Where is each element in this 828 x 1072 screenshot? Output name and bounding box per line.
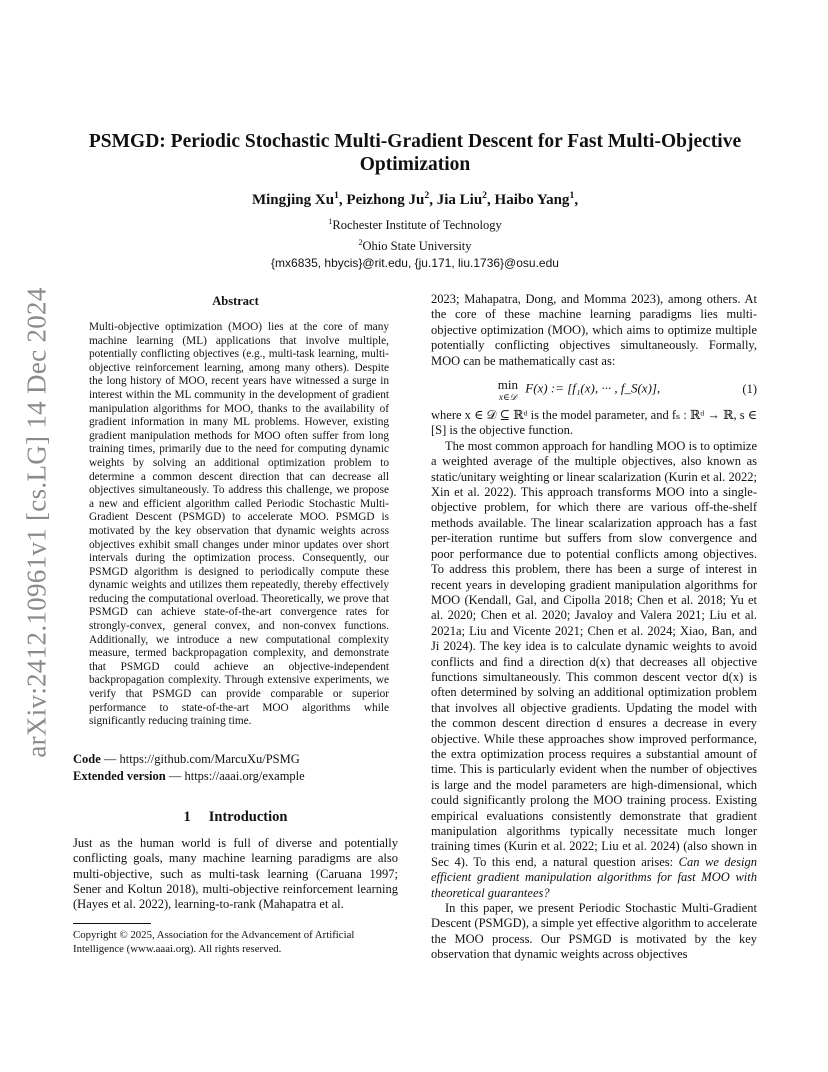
abstract-heading: Abstract xyxy=(212,294,259,308)
equation-1 xyxy=(431,377,757,402)
arxiv-sidebar xyxy=(20,285,54,760)
author-list xyxy=(80,190,750,209)
author: Jia Liu$^2$, xyxy=(436,190,495,208)
section-heading-introduction xyxy=(73,809,398,826)
equation-number: (1) xyxy=(742,382,757,397)
affiliations xyxy=(80,213,750,272)
author: Haibo Yang$^1$, xyxy=(494,190,579,208)
affiliation: $^2$Ohio State University xyxy=(358,238,472,254)
links-block xyxy=(73,751,398,785)
body-paragraph: The most common approach for handling MOO is to optimize a weighted average of the multiple objectives, also known as static/unitary weighting or linear scalarization (Kurin et al. 2022; Xin et al. 2022). This approach transforms MOO into a single-objective problem, for which there are various off-the-shelf methods available. The linear scalarization approach has a fast per-iteration runtime but suffers from slow convergence and poor performance due to potential conflicts among objectives. To address this problem, there has been a surge of interest in recent years in developing gradient manipulation algorithms for MOO (Kendall, Gal, and Cipolla 2018; Chen et al. 2018; Yu et al. 2020; Chen et al. 2020; Javaloy and Valera 2021; Liu et al. 2021a; Liu and Vicente 2021; Chen et al. 2024; Xiao, Ban, and Ji 2024). The key idea is to calculate dynamic weights to avoid conflicts and find a direction d(x) that decreases all objective functions simultaneously. This common descent vector d(x) is often determined by solving an additional optimization problem that involves all objective gradients. Updating the model with the common descent direction d ensures a decrease in every objective. While these approaches show improved performance, the extra optimization process requires a substantial amount of time. This is particularly evident when the number of objectives is large and the model parameters are high-dimensional, which could significantly prolong the MOO training process. Existing empirical evaluations consistently demonstrate that gradient manipulation algorithms typically necessitate much longer training times (Kurin et al. 2022; Liu et al. 2024) (also shown in Sec 4). To this end, a natural question arises: Can we design efficient gradient manipulation algorithms for fast MOO with theoretical guarantees? xyxy=(431,438,757,900)
paper-title: PSMGD: Periodic Stochastic Multi-Gradient Descent for Fast Multi-Objective Optimization xyxy=(88,131,742,175)
left-column xyxy=(73,294,398,956)
extended-version-row: Extended version — https://aaai.org/example xyxy=(73,768,305,783)
footnote-divider xyxy=(73,923,151,924)
abstract-text: Multi-objective optimization (MOO) lies at the core of many machine learning (ML) applications that involve multiple, potentially conflicting objectives (e.g., multi-task learning, multi-objective reinforcement learning, among many others). Despite the long history of MOO, recent years have witnessed a surge in interest within the ML community in the development of gradient manipulation algorithms for MOO, thanks to the availability of gradient information in many ML problems. However, existing gradient manipulation methods for MOO often suffer from long training times, primarily due to the need for computing dynamic weights by solving an additional optimization problem to determine a common descent direction that can decrease all objectives simultaneously. To address this challenge, we propose a new and efficient algorithm called Periodic Stochastic Multi-Gradient Descent (PSMGD) to accelerate MOO. PSMGD is motivated by the key observation that dynamic weights across objectives exhibit small changes under minor updates over short intervals during the optimization process. Consequently, our PSMGD algorithm is designed to periodically compute these dynamic weights and utilizes them repeatedly, thereby effectively reducing the computational overload. Theoretically, we prove that PSMGD can achieve state-of-the-art convergence rates for strongly-convex, general convex, and non-convex functions. Additionally, we introduce a new computational complexity measure, termed backpropagation complexity, and demonstrate that PSMGD could achieve an objective-independent backpropagation complexity. Through extensive experiments, we verify that PSMGD can provide comparable or superior performance to state-of-the-art MOO algorithms while significantly reducing training time. xyxy=(89,321,389,728)
copyright-footnote: Copyright © 2025, Association for the Advancement of Artificial Intelligence (www.aaai.org). All rights reserved. xyxy=(73,928,355,955)
affiliation: $^1$Rochester Institute of Technology xyxy=(328,217,502,233)
author: Mingjing Xu$^1$, xyxy=(251,190,347,208)
right-column xyxy=(431,292,757,963)
code-label: Code xyxy=(73,751,101,766)
extended-version-label: Extended version xyxy=(73,768,166,783)
body-paragraph: where x ∈ 𝒟 ⊆ ℝᵈ is the model parameter, and fₛ : ℝᵈ → ℝ, s ∈ [S] is the objective function. xyxy=(431,408,757,438)
author: Peizhong Ju$^2$, xyxy=(346,190,437,208)
intro-paragraph: Just as the human world is full of diverse and potentially conflicting goals, many machine learning paradigms are also multi-objective, such as multi-task learning (Caruana 1997; Sener and Koltun 2018), multi-objective reinforcement learning (Hayes et al. 2022), learning-to-rank (Mahapatra et al. xyxy=(73,835,398,912)
body-paragraph: 2023; Mahapatra, Dong, and Momma 2023), among others. At the core of these machine learning paradigms lies multi-objective optimization (MOO), which aims to optimize multiple potentially conflicting objectives simultaneously. Formally, MOO can be mathematically cast as: xyxy=(431,292,757,368)
section-number: 1 xyxy=(183,808,191,825)
body-paragraph: In this paper, we present Periodic Stochastic Multi-Gradient Descent (PSMGD), a simple yet effective algorithm to accelerate the MOO process. Our PSMGD is motivated by the key observation that dynamic weights across objectives xyxy=(431,901,757,962)
section-title: Introduction xyxy=(208,808,288,825)
code-link[interactable]: https://github.com/MarcuXu/PSMG xyxy=(119,751,300,766)
code-link-row: Code — https://github.com/MarcuXu/PSMG xyxy=(73,751,300,766)
author-emails: {mx6835, hbycis}@rit.edu, {ju.171, liu.1736}@osu.edu xyxy=(271,256,559,271)
arxiv-identifier: arXiv:2412.10961v1 [cs.LG] 14 Dec 2024 xyxy=(21,287,52,758)
research-question: Can we design efficient gradient manipulation algorithms for fast MOO with theoretical guarantees? xyxy=(431,854,757,900)
extended-version-link[interactable]: https://aaai.org/example xyxy=(184,768,305,783)
equation-body: min x∈𝒟 F(x) := [f₁(x), ··· , f_S(x)], xyxy=(497,377,661,403)
